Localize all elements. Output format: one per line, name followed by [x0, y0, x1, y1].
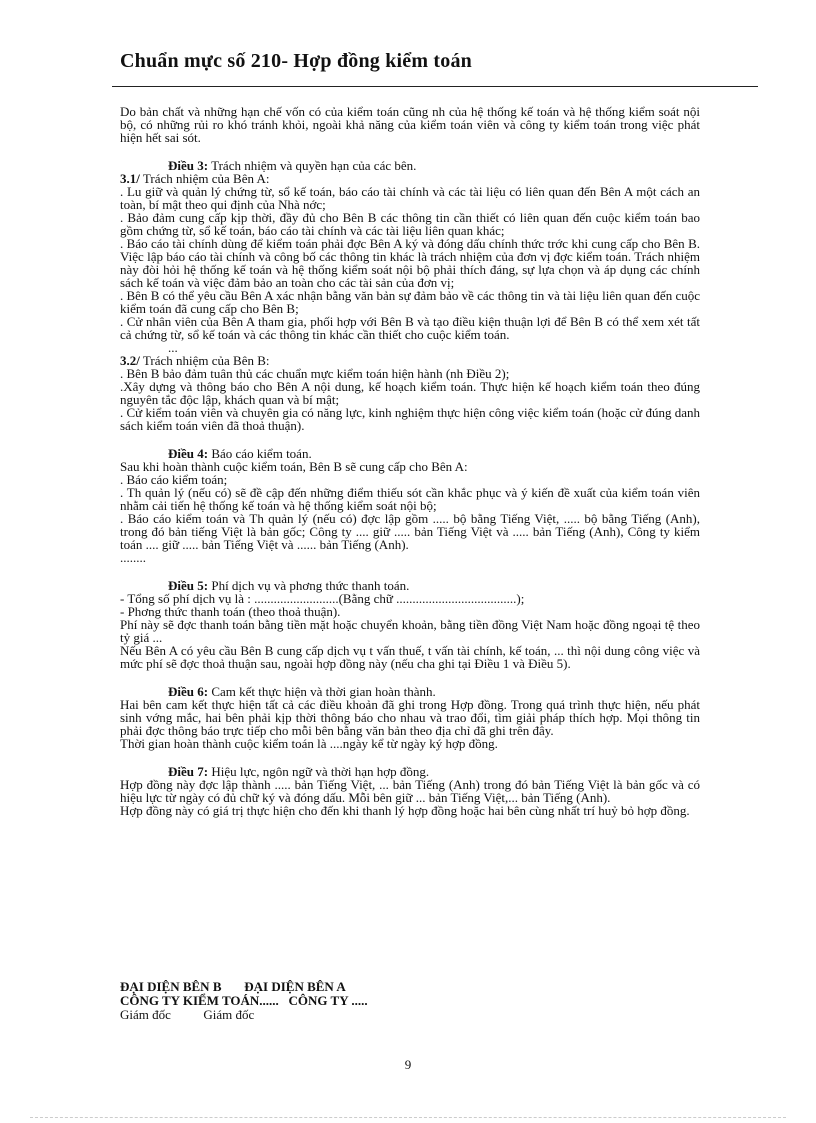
list-item: - Tổng số phí dịch vụ là : ..........................(Bằng chữ .....................................); — [120, 591, 525, 606]
article-7-heading: Điều 7: Hiệu lực, ngôn ngữ và thời hạn hợp đồng. — [168, 764, 430, 779]
list-item: . Lu giữ và quản lý chứng từ, sổ kế toán, báo cáo tài chính và các tài liệu có liên quan đến Bên A một cách an toàn, bí mật theo qui định của Nhà nớc; — [120, 184, 700, 212]
list-item: . Bên B có thể yêu cầu Bên A xác nhận bằng văn bản sự đảm bảo về các thông tin và tài liệu liên quan đến cuộc kiểm toán đã cung cấp cho Bên B; — [120, 288, 700, 316]
intro-paragraph: Do bản chất và những hạn chế vốn có của kiểm toán cũng nh của hệ thống kế toán và hệ thống kiểm soát nội bộ, có những rủi ro khó tránh khỏi, ngoài khả năng của kiểm toán viên và công ty kiểm toán trong việc phát hiện hết sai sót. — [120, 104, 700, 145]
directors-row: Giám đốc Giám đốc — [120, 1007, 255, 1022]
article-5-heading: Điều 5: Phí dịch vụ và phơng thức thanh toán. — [168, 578, 410, 593]
article-4-heading: Điều 4: Báo cáo kiểm toán. — [168, 446, 312, 461]
paragraph: Hợp đồng này có giá trị thực hiện cho đến khi thanh lý hợp đồng hoặc hai bên cùng nhất trí huỷ bỏ hợp đồng. — [120, 803, 690, 818]
list-item: .Xây dựng và thông báo cho Bên A nội dung, kế hoạch kiểm toán. Thực hiện kế hoạch kiểm toán theo đúng nguyên tắc độc lập, khách quan và bí mật; — [120, 379, 700, 407]
article-6-heading: Điều 6: Cam kết thực hiện và thời gian hoàn thành. — [168, 684, 436, 699]
list-item: . Báo cáo tài chính dùng để kiểm toán phải đợc Bên A ký và đóng dấu chính thức trớc khi cung cấp cho Bên B. Việc lập báo cáo tài chính và công bố các thông tin khác là trách nhiệm của đơn vị đợc kiểm toán. Trách nhiệm này đòi hỏi hệ thống kế toán và hệ thống kiểm soát nội bộ phải thích đáng, sự lựa chọn và áp dụng các chính sách kế toán và việc đảm bảo an toàn cho các tài sản của đơn vị; — [120, 236, 700, 290]
representatives-row: ĐẠI DIỆN BÊN B ĐẠI DIỆN BÊN A — [120, 979, 346, 994]
article-3-heading: Điều 3: Trách nhiệm và quyền hạn của các bên. — [168, 158, 417, 173]
page-title: Chuẩn mực số 210- Hợp đồng kiểm toán — [120, 50, 472, 72]
list-item: . Báo cáo kiểm toán; — [120, 472, 228, 487]
list-item: . Báo cáo kiểm toán và Th quản lý (nếu có) đợc lập gồm ..... bộ bằng Tiếng Việt, ..... bộ bằng Tiếng (Anh), trong đó bản tiếng Việt là bản gốc; Công ty .... giữ ..... bản Tiếng Việt và ..... bản Tiếng (Anh), Công ty kiểm toán .... giữ ..... bản Tiếng Việt và ...... bản Tiếng (Anh). — [120, 511, 700, 552]
ellipsis: ........ — [120, 550, 146, 565]
companies-row: CÔNG TY KIỂM TOÁN...... CÔNG TY ..... — [120, 993, 368, 1008]
list-item: . Bảo đảm cung cấp kịp thời, đầy đủ cho Bên B các thông tin cần thiết có liên quan đến cuộc kiểm toán bao gồm chứng từ, sổ kế toán, báo cáo tài chính và các tài liệu liên quan khác; — [120, 210, 700, 238]
paragraph: Hợp đồng này đợc lập thành ..... bản Tiếng Việt, ... bản Tiếng (Anh) trong đó bản Tiếng Việt là bản gốc và có hiệu lực từ ngày có đủ chữ ký và đóng dấu. Mỗi bên giữ ... bản Tiếng Việt,... bản Tiếng (Anh). — [120, 777, 700, 805]
paragraph: Hai bên cam kết thực hiện tất cả các điều khoản đã ghi trong Hợp đồng. Trong quá trình thực hiện, nếu phát sinh vớng mắc, hai bên phải kịp thời thông báo cho nhau và trao đổi, tìm giải pháp thích hợp. Mọi thông tin phải đợc thông báo trực tiếp cho mỗi bên bằng văn bản theo địa chỉ đã ghi trên đây. — [120, 697, 700, 738]
list-item: . Th quản lý (nếu có) sẽ đề cập đến những điểm thiếu sót cần khắc phục và ý kiến đề xuất của kiểm toán viên nhằm cải tiến hệ thống kế toán và hệ thống kiểm soát nội bộ; — [120, 485, 700, 513]
signature-block — [120, 980, 520, 1022]
page-bottom-border — [30, 1117, 786, 1118]
list-item: . Cử kiểm toán viên và chuyên gia có năng lực, kinh nghiệm thực hiện công việc kiểm toán (hoặc cử đúng danh sách kiểm toán viên đã thoả thuận). — [120, 405, 700, 433]
header-divider — [112, 86, 758, 87]
article-4-lead: Sau khi hoàn thành cuộc kiểm toán, Bên B sẽ cung cấp cho Bên A: — [120, 459, 468, 474]
document-body — [120, 105, 700, 817]
paragraph: Phí này sẽ đợc thanh toán bằng tiền mặt hoặc chuyển khoản, bằng tiền đồng Việt Nam hoặc đồng ngoại tệ theo tỷ giá ... — [120, 617, 700, 645]
section-3-1-heading: 3.1/ Trách nhiệm của Bên A: — [120, 171, 270, 186]
ellipsis: ... — [168, 340, 178, 355]
section-3-2-heading: 3.2/ Trách nhiệm của Bên B: — [120, 353, 270, 368]
paragraph: Thời gian hoàn thành cuộc kiểm toán là ....ngày kể từ ngày ký hợp đồng. — [120, 736, 498, 751]
list-item: . Bên B bảo đảm tuân thủ các chuẩn mực kiểm toán hiện hành (nh Điều 2); — [120, 366, 510, 381]
list-item: - Phơng thức thanh toán (theo thoả thuận). — [120, 604, 341, 619]
page-number: 9 — [404, 1057, 412, 1072]
list-item: . Cử nhân viên của Bên A tham gia, phối hợp với Bên B và tạo điều kiện thuận lợi để Bên B có thể xem xét tất cả chứng từ, sổ kế toán và các thông tin khác cần thiết cho cuộc kiểm toán. — [120, 314, 700, 342]
paragraph: Nếu Bên A có yêu cầu Bên B cung cấp dịch vụ t vấn thuế, t vấn tài chính, kế toán, ... thì nội dung công việc và mức phí sẽ đợc thoả thuận sau, ngoài hợp đồng này (nếu cha ghi tại Điều 1 và Điều 5). — [120, 643, 700, 671]
